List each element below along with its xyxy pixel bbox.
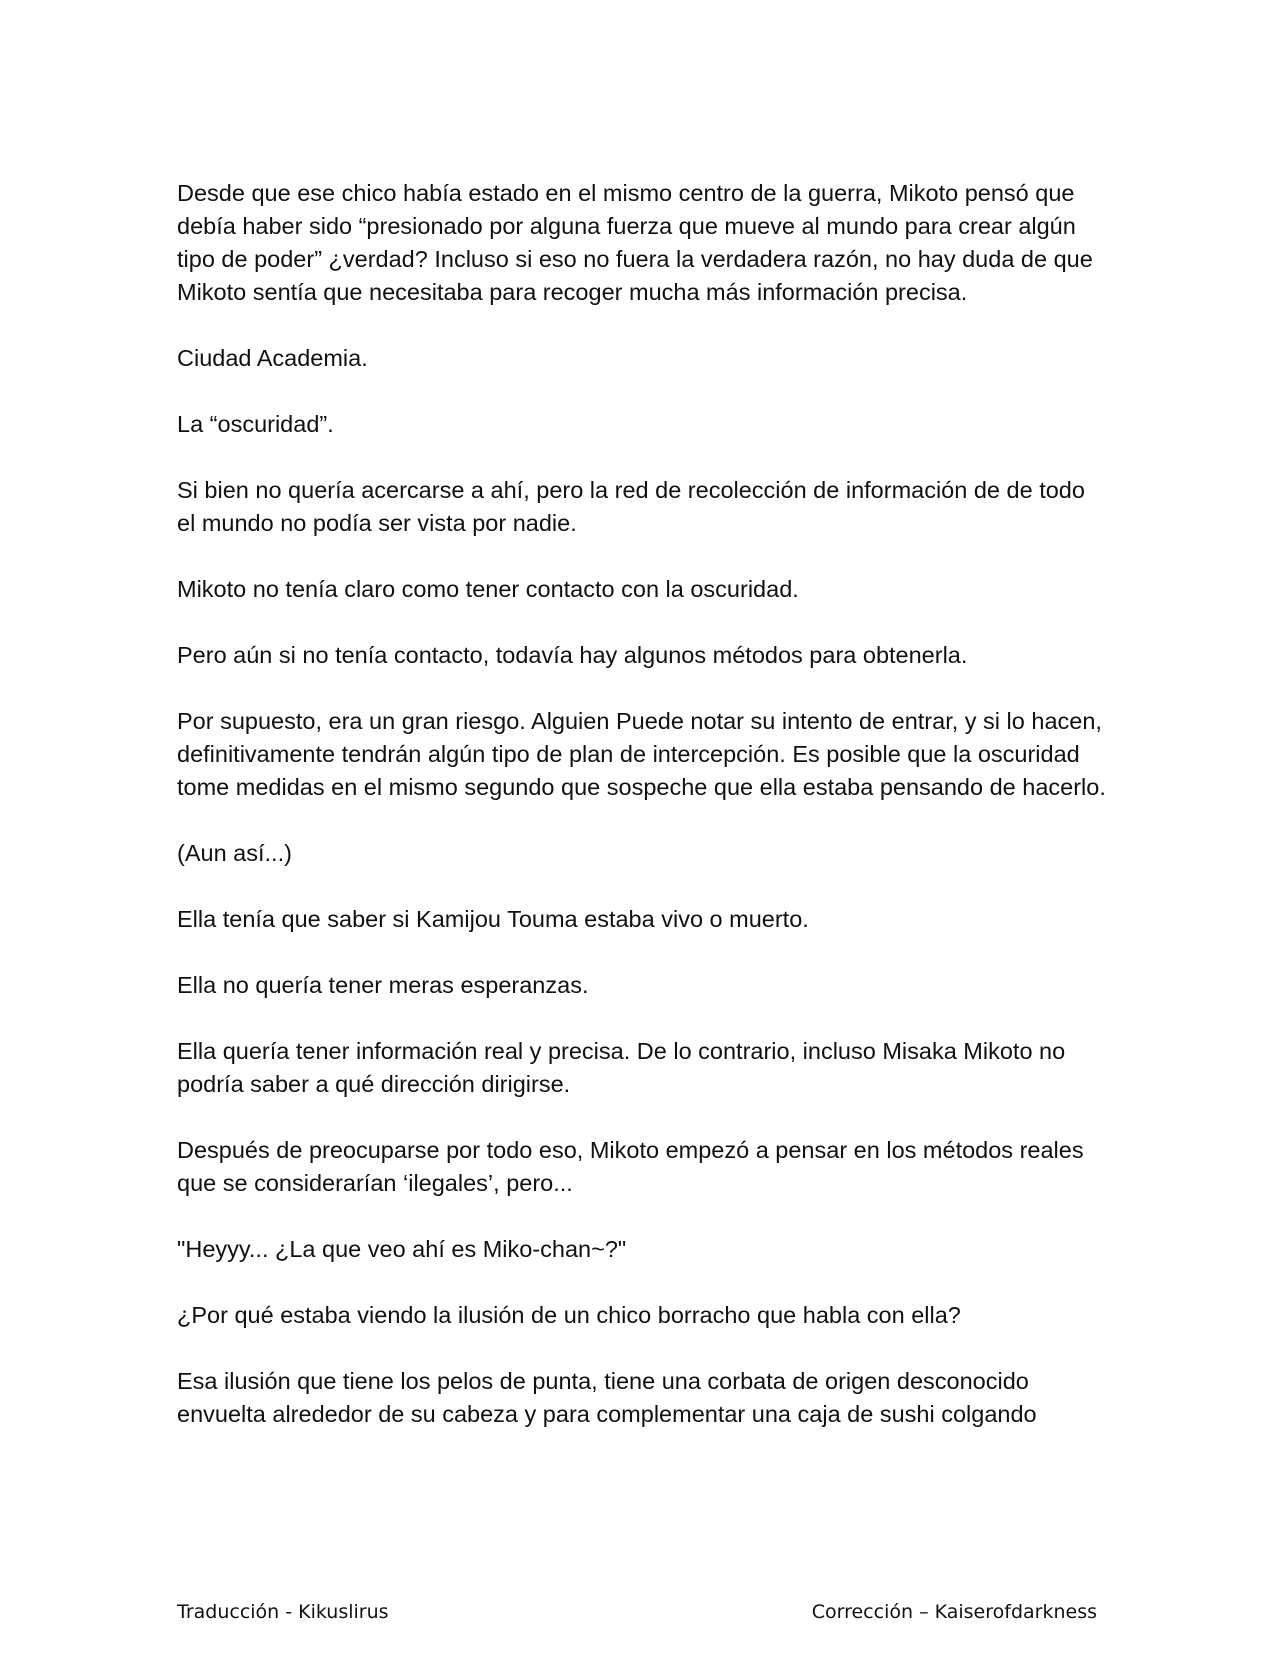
document-body — [177, 177, 1107, 1464]
paragraph: Ciudad Academia. — [177, 345, 368, 371]
page-footer — [177, 1600, 1097, 1624]
paragraph: Mikoto no tenía claro como tener contacto con la oscuridad. — [177, 576, 799, 602]
paragraph: Pero aún si no tenía contacto, todavía hay algunos métodos para obtenerla. — [177, 642, 968, 668]
paragraph: Por supuesto, era un gran riesgo. Alguien Puede notar su intento de entrar, y si lo hacen, definitivamente tendrán algún tipo de plan de intercepción. Es posible que la oscuridad tome medidas en el mismo segundo que sospeche que ella estaba pensando de hacerlo. — [177, 708, 1106, 800]
paragraph: Después de preocuparse por todo eso, Mikoto empezó a pensar en los métodos reales que se considerarían ‘ilegales’, pero... — [177, 1137, 1084, 1196]
translation-credit: Traducción - Kikuslirus — [177, 1601, 389, 1623]
proofreading-credit: Corrección – Kaiserofdarkness — [811, 1601, 1097, 1623]
paragraph: Desde que ese chico había estado en el mismo centro de la guerra, Mikoto pensó que debía haber sido “presionado por alguna fuerza que mueve al mundo para crear algún tipo de poder” ¿verdad? Incluso si eso no fuera la verdadera razón, no hay duda de que Mikoto sentía que necesitaba para recoger mucha más información precisa. — [177, 180, 1093, 305]
paragraph: (Aun así...) — [177, 840, 292, 866]
paragraph: Ella quería tener información real y precisa. De lo contrario, incluso Misaka Mikoto no podría saber a qué dirección dirigirse. — [177, 1038, 1066, 1097]
paragraph: Ella no quería tener meras esperanzas. — [177, 972, 589, 998]
paragraph: La “oscuridad”. — [177, 411, 334, 437]
paragraph: ¿Por qué estaba viendo la ilusión de un chico borracho que habla con ella? — [177, 1302, 961, 1328]
paragraph: "Heyyy... ¿La que veo ahí es Miko-chan~?" — [177, 1236, 627, 1262]
paragraph: Ella tenía que saber si Kamijou Touma estaba vivo o muerto. — [177, 906, 809, 932]
paragraph: Si bien no quería acercarse a ahí, pero la red de recolección de información de de todo el mundo no podía ser vista por nadie. — [177, 477, 1085, 536]
paragraph: Esa ilusión que tiene los pelos de punta, tiene una corbata de origen desconocido envuelta alrededor de su cabeza y para complementar una caja de sushi colgando — [177, 1368, 1037, 1427]
